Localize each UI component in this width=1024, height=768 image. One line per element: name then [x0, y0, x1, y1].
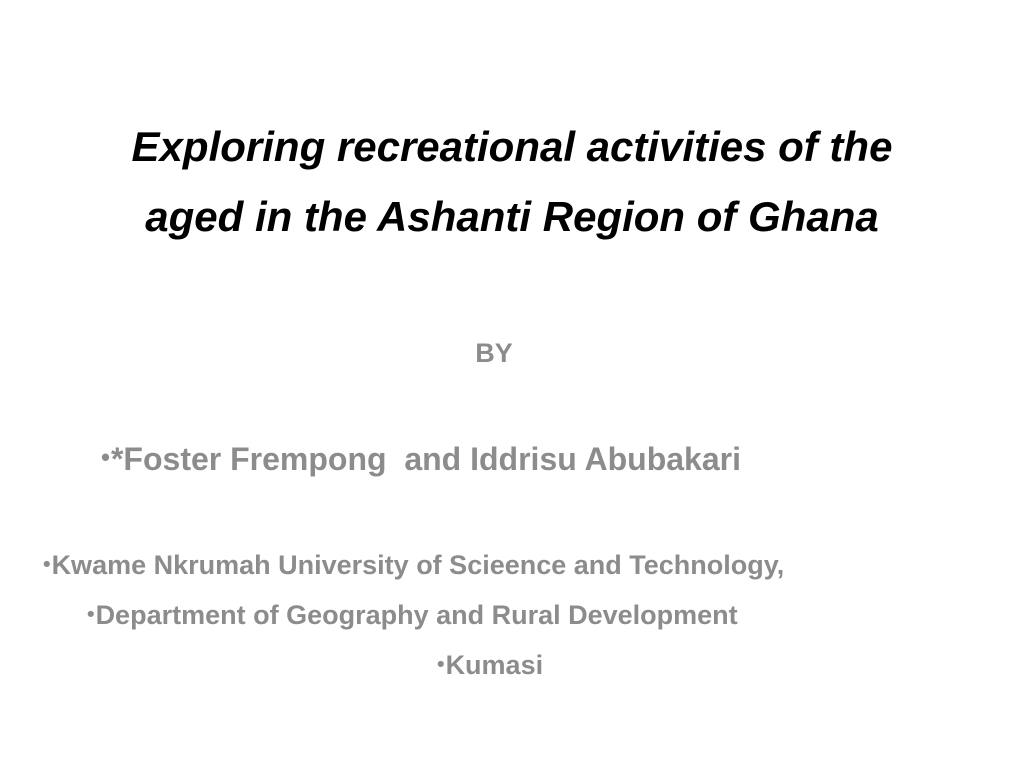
- bullet-icon: •: [101, 444, 110, 473]
- affiliation-department-text: Department of Geography and Rural Development: [95, 600, 738, 630]
- slide-title-line-2: aged in the Ashanti Region of Ghana: [145, 193, 879, 240]
- bullet-icon: •: [437, 650, 445, 676]
- bullet-icon: •: [87, 600, 95, 626]
- slide-title-line-1: Exploring recreational activities of the: [131, 123, 893, 170]
- affiliation-city: [437, 650, 543, 681]
- affiliation-department: [87, 600, 738, 631]
- authors-text: *Foster Frempong and Iddrisu Abubakari: [110, 441, 741, 477]
- affiliation-university: [43, 550, 784, 581]
- by-label: BY: [475, 338, 513, 368]
- affiliation-university-text: Kwame Nkrumah University of Scieence and Technology,: [51, 550, 785, 580]
- bullet-icon: •: [43, 550, 51, 576]
- slide-title: [40, 112, 984, 252]
- authors-line: [101, 441, 741, 478]
- affiliation-city-text: Kumasi: [445, 650, 544, 680]
